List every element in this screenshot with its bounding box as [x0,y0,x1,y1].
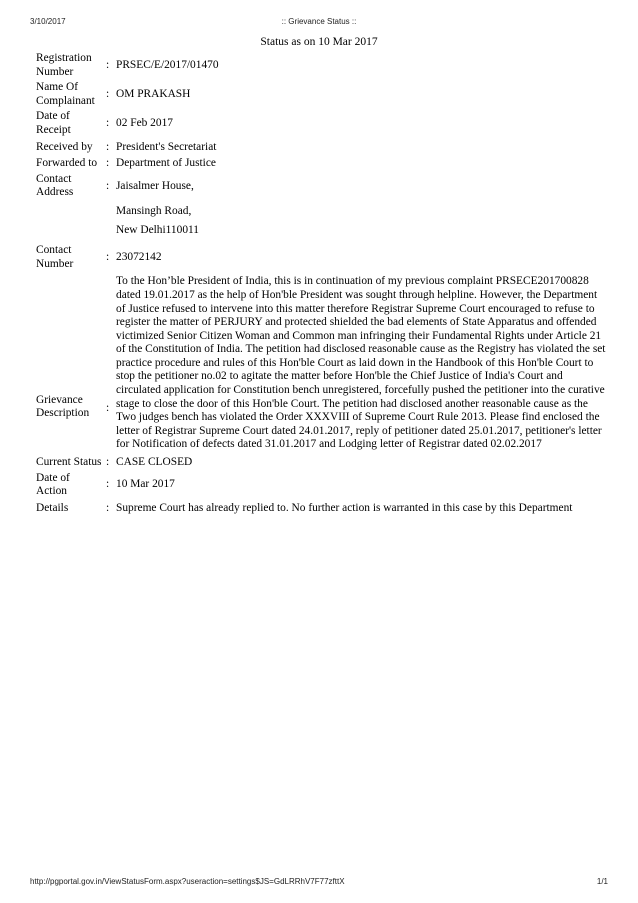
name-of-complainant-value: OM PRAKASH [116,87,191,100]
contact-address-line1: Jaisalmer House, [116,179,194,192]
date-of-receipt-value: 02 Feb 2017 [116,117,173,130]
grievance-description-value: To the Hon’ble President of India, this is in continuation of my previous complaint PRSECE201700828 dated 19.01.2017 as the help of Hon'ble President was sought through helpline. However, the Department of Justice refused to intervene into this matter therefore Registrar Supreme Court encouraged to refuse to register the matter of PERJURY and protected shielded the bad elements of State Apparatus and offended victimized Senior Citizen Woman and Common man infringing their Fundamental Rights under Article 21 of the Constitution of India. The petition had disclosed reasonable cause as the Registry has violated the set practice procedure and rules of this Hon'ble Court as laid down in the Handbook of this Hon'ble Court to stop the petitioner no.02 to agitate the matter before Hon'ble the Chief Justice of India's Court and circulated application for Constitution bench unregistered, forcefully pushed the petitioner into the curative stage to close the door of this Hon'ble Court. The petition had disclosed another reasonable cause as the Two judges bench has violated the Order XXXVIII of Supreme Court Rule 2013. Please find enclosed the letter of Registrar Supreme Court dated 24.01.2017, reply of petitioner dated 25.01.2017, petitioner's letter for Notification of defects dated 31.01.2017 and Lodging letter of Registrar dated 02.02.2017 [116,275,606,451]
row-current-status [36,455,606,471]
status-heading: Status as on 10 Mar 2017 [260,36,378,48]
date-of-action-value: 10 Mar 2017 [116,478,175,491]
contact-address-label: Contact Address [36,172,74,199]
separator: : [106,250,110,263]
separator: : [106,157,110,170]
grievance-status-table [36,51,606,517]
separator: : [106,179,110,192]
row-registration-number [36,51,606,80]
registration-number-value: PRSEC/E/2017/01470 [116,58,219,71]
separator: : [106,140,110,153]
received-by-value: President's Secretariat [116,140,217,153]
forwarded-to-label: Forwarded to [36,157,98,170]
row-contact-address [36,172,606,201]
current-status-label: Current Status [36,456,102,469]
row-contact-number [36,243,606,272]
separator: : [106,478,110,491]
registration-number-label: Registration Number [36,52,92,78]
print-footer [30,877,608,889]
forwarded-to-value: Department of Justice [116,157,216,170]
print-url: http://pgportal.gov.in/ViewStatusForm.aspx?useraction=settings$JS=GdLRRhV7F77zfttX [30,877,345,886]
separator: : [106,58,110,71]
row-date-of-receipt [36,109,606,138]
row-grievance-description [36,272,606,455]
separator: : [106,87,110,100]
contact-address-line3: New Delhi110011 [116,223,199,236]
contact-address-line2: Mansingh Road, [116,204,192,217]
details-value: Supreme Court has already replied to. No further action is warranted in this case by this Department [116,501,573,514]
page-number: 1/1 [596,877,608,886]
grievance-description-label: Grievance Description [36,393,90,420]
print-header [30,17,608,29]
row-date-of-action [36,471,606,500]
received-by-label: Received by [36,140,93,153]
current-status-value: CASE CLOSED [116,456,193,469]
row-details [36,500,606,518]
print-page-title: :: Grievance Status :: [281,17,357,26]
separator: : [106,117,110,130]
separator: : [106,456,110,469]
date-of-action-label: Date of Action [36,471,70,498]
separator: : [106,501,110,514]
row-received-by [36,139,606,157]
contact-number-label: Contact Number [36,244,74,270]
separator: : [106,402,110,415]
row-name-of-complainant [36,80,606,109]
row-forwarded-to [36,156,606,172]
print-date: 3/10/2017 [30,17,66,26]
row-contact-address-continued [36,201,606,243]
details-label: Details [36,501,69,514]
name-of-complainant-label: Name Of Complainant [36,81,95,107]
contact-number-value: 23072142 [116,250,162,263]
date-of-receipt-label: Date of Receipt [36,110,71,136]
